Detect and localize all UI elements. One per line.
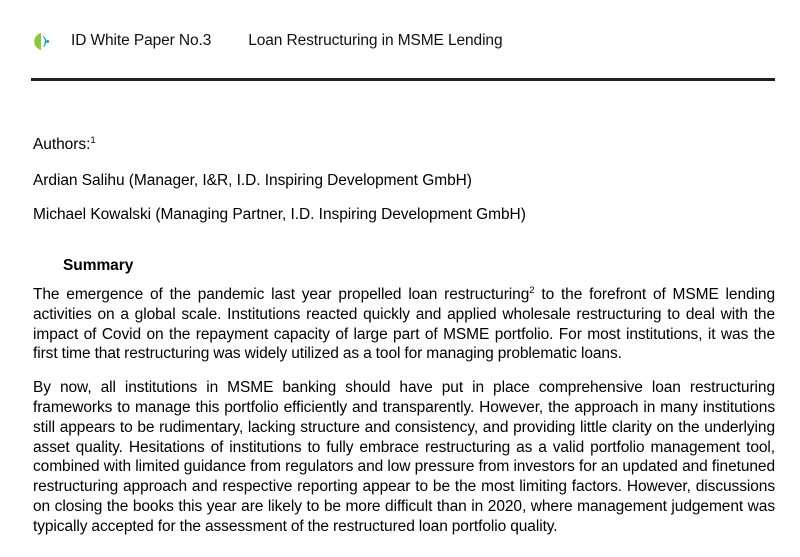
- authors-label: [33, 136, 775, 154]
- document-body: [33, 136, 775, 537]
- summary-paragraph-text: The emergence of the pandemic last year propelled loan restructuring: [33, 286, 530, 303]
- document-header: [31, 28, 502, 54]
- summary-paragraph: By now, all institutions in MSME banking should have put in place comprehensive loan restructuring frameworks to manage this portfolio efficiently and transparently. However, the approach in many institutions still appears to be rudimentary, lacking structure and consistency, and providing little clarity on the underlying asset quality. Hesitations of institutions to fully embrace restructuring as a valid portfolio management tool, combined with limited guidance from regulators and low pressure from investors for an updated and finetuned restructuring approach and respective reporting appear to be the most limiting factors. However, discussions on closing the books this year are likely to be more difficult than in 2020, where management judgement was typically accepted for the assessment of the restructured loan portfolio quality.: [33, 379, 775, 535]
- document-header-title: Loan Restructuring in MSME Lending: [248, 32, 503, 49]
- summary-paragraph-text-continued: to the forefront of MSME lending activities on a global scale. Institutions reacted quickly and applied wholesale restructuring to deal with the impact of Covid on the repayment capacity of large part of MSME portfolio. For most institutions, it was the first time that restructuring was widely utilized as a tool for managing problematic loans.: [33, 286, 775, 363]
- summary-paragraph: [33, 285, 775, 364]
- summary-heading: Summary: [63, 257, 134, 274]
- id-inspiring-development-logo-icon: [31, 32, 50, 51]
- author-entry: Michael Kowalski (Managing Partner, I.D. Inspiring Development GmbH): [33, 206, 526, 223]
- restructuring-footnote-marker: 2: [529, 284, 535, 296]
- white-paper-series-label: ID White Paper No.3: [71, 32, 212, 49]
- authors-label-text: Authors:: [33, 136, 91, 153]
- authors-footnote-marker: 1: [90, 134, 96, 146]
- header-divider: [31, 78, 775, 81]
- author-entry: Ardian Salihu (Manager, I&R, I.D. Inspiring Development GmbH): [33, 172, 472, 189]
